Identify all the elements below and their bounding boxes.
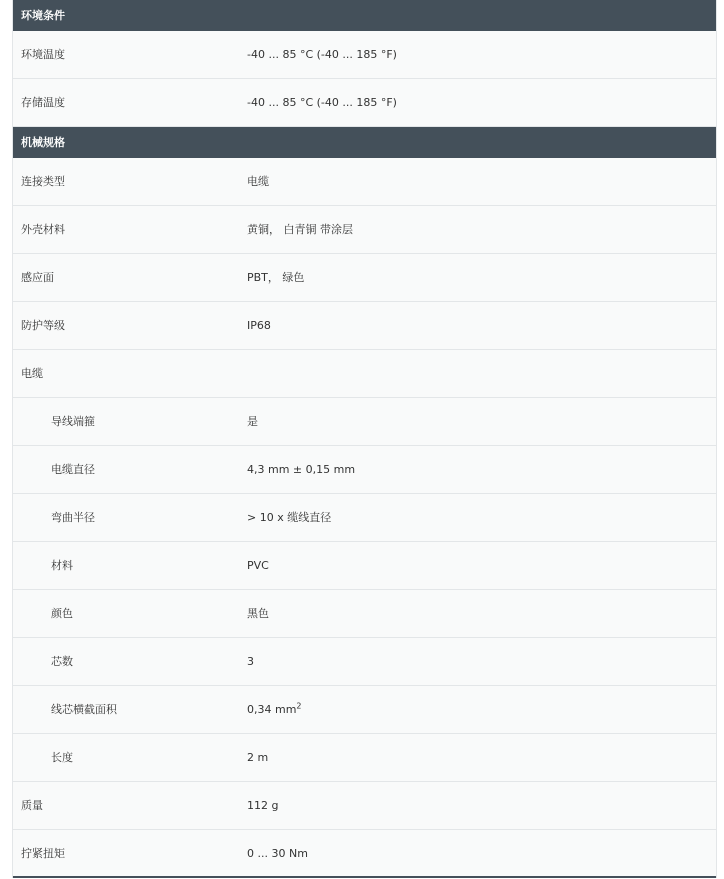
- row-label: 颜色: [51, 607, 73, 620]
- table-row: [13, 158, 716, 206]
- row-value: 黄铜， 白青铜 带涂层: [247, 223, 353, 236]
- row-label: 弯曲半径: [51, 511, 95, 524]
- table-row: [13, 734, 716, 782]
- row-label: 质量: [21, 799, 43, 812]
- row-value: 2 m: [247, 751, 269, 764]
- row-value: 3: [247, 655, 254, 668]
- row-value: -40 ... 85 °C (-40 ... 185 °F): [247, 48, 397, 61]
- table-row: [13, 830, 716, 878]
- table-row: [13, 31, 716, 79]
- table-row-group-cable: [13, 350, 716, 398]
- row-label: 防护等级: [21, 319, 65, 332]
- table-row: [13, 590, 716, 638]
- superscript: 2: [296, 701, 302, 711]
- row-label: 芯数: [51, 655, 73, 668]
- table-row: [13, 446, 716, 494]
- row-label: 环境温度: [21, 48, 65, 61]
- table-row: [13, 206, 716, 254]
- table-row: [13, 542, 716, 590]
- row-label: 电缆: [21, 367, 43, 380]
- spec-table: [12, 0, 717, 878]
- row-label: 连接类型: [21, 175, 65, 188]
- row-label: 存储温度: [21, 96, 65, 109]
- value-text: 0,34 mm: [247, 703, 297, 716]
- row-label: 感应面: [21, 271, 54, 284]
- table-row: [13, 494, 716, 542]
- table-row: [13, 782, 716, 830]
- table-row: [13, 686, 716, 734]
- table-row: [13, 302, 716, 350]
- row-label: 电缆直径: [51, 463, 95, 476]
- row-value: PBT， 绿色: [247, 271, 305, 284]
- section-header-mechanical: 机械规格: [13, 127, 716, 158]
- row-label: 长度: [51, 751, 73, 764]
- row-value: PVC: [247, 559, 269, 572]
- row-value: 是: [247, 415, 258, 428]
- row-value: 电缆: [247, 175, 269, 188]
- row-value: 112 g: [247, 799, 279, 812]
- row-value: 黑色: [247, 607, 269, 620]
- row-label: 材料: [51, 559, 73, 572]
- row-value: -40 ... 85 °C (-40 ... 185 °F): [247, 96, 397, 109]
- row-value: 0 ... 30 Nm: [247, 847, 308, 860]
- row-label: 线芯横截面积: [51, 703, 117, 716]
- row-value: 4,3 mm ± 0,15 mm: [247, 463, 356, 476]
- section-header-environment: 环境条件: [13, 0, 716, 31]
- row-label: 外壳材料: [21, 223, 65, 236]
- row-value: [247, 686, 302, 733]
- row-value: IP68: [247, 319, 271, 332]
- row-label: 导线端箍: [51, 415, 95, 428]
- row-value: > 10 x 缆线直径: [247, 511, 332, 524]
- table-row: [13, 79, 716, 127]
- table-row: [13, 638, 716, 686]
- table-row: [13, 254, 716, 302]
- table-row: [13, 398, 716, 446]
- row-label: 拧紧扭矩: [21, 847, 65, 860]
